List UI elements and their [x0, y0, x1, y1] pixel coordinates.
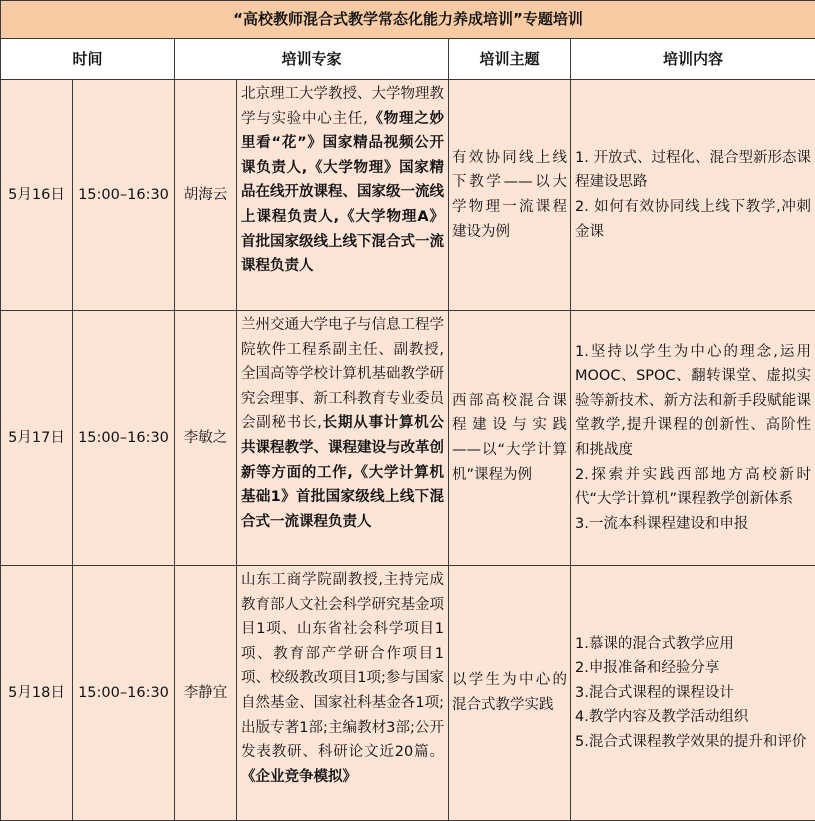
content-item: 2. 如何有效协同线上线下教学,冲刺金课 — [575, 195, 811, 244]
content-item: 2.申报准备和经验分享 — [575, 656, 811, 681]
training-theme: 有效协同线上线下教学——以大学物理一流课程建设为例 — [449, 80, 571, 311]
expert-bio-highlight: 《物理之妙里看“花”》国家精品视频公开课负责人,《大学物理》国家精品在线开放课程、国家级一流线上课程负责人,《大学物理A》首批国家级线上线下混合式一流课程负责人 — [241, 111, 444, 275]
expert-bio — [237, 80, 449, 311]
header-content: 培训内容 — [571, 39, 815, 80]
session-row — [1, 566, 815, 821]
expert-bio-text: 山东工商学院副教授,主持完成教育部人文社会科学研究基金项目1项、山东省社会科学项目1项、教育部产学研合作项目1项、校级教改项目1项;参与国家自然基金、国家社科基金各1项;出版专著1部;主编教材3部;公开发表教研、科研论文近20篇。 — [241, 572, 444, 760]
expert-bio-text: 北京理工大学教授、大学物理教学与实验中心主任, — [241, 86, 444, 127]
expert-bio-text: 兰州交通大学电子与信息工程学院软件工程系副主任、副教授,全国高等学校计算机基础教学研究会理事、新工科教育专业委员会副秘书长, — [241, 317, 444, 431]
header-theme: 培训主题 — [449, 39, 571, 80]
session-row — [1, 80, 815, 311]
content-item: 4.教学内容及教学活动组织 — [575, 705, 811, 730]
content-item: 3.混合式课程的课程设计 — [575, 681, 811, 706]
content-item: 5.混合式课程教学效果的提升和评价 — [575, 730, 811, 755]
session-date: 5月17日 — [1, 311, 73, 566]
content-item: 1.坚持以学生为中心的理念,运用MOOC、SPOC、翻转课堂、虚拟实验等新技术、新方法和新手段赋能课堂教学,提升课程的创新性、高阶性和挑战度 — [575, 340, 811, 463]
training-content — [571, 311, 815, 566]
session-date: 5月18日 — [1, 566, 73, 821]
expert-bio-highlight: 长期从事计算机公共课程教学、课程建设与改革创新等方面的工作,《大学计算机基础1》首批国家级线上线下混合式一流课程负责人 — [241, 415, 444, 529]
training-content — [571, 80, 815, 311]
training-theme: 西部高校混合课程建设与实践——以“大学计算机”课程为例 — [449, 311, 571, 566]
session-time: 15:00–16:30 — [73, 566, 175, 821]
expert-bio — [237, 566, 449, 821]
content-item: 1. 开放式、过程化、混合型新形态课程建设思路 — [575, 146, 811, 195]
expert-name: 李静宜 — [175, 566, 237, 821]
training-content — [571, 566, 815, 821]
header-expert: 培训专家 — [175, 39, 449, 80]
content-item: 1.慕课的混合式教学应用 — [575, 632, 811, 657]
training-theme: 以学生为中心的混合式教学实践 — [449, 566, 571, 821]
expert-name: 胡海云 — [175, 80, 237, 311]
session-time: 15:00–16:30 — [73, 311, 175, 566]
expert-bio-highlight: 《企业竞争模拟》 — [241, 769, 357, 785]
content-item: 3.一流本科课程建设和申报 — [575, 512, 811, 537]
header-row — [1, 39, 815, 80]
session-row — [1, 311, 815, 566]
document-title: “高校教师混合式教学常态化能力养成培训”专题培训 — [1, 1, 815, 39]
session-time: 15:00–16:30 — [73, 80, 175, 311]
content-item: 2.探索并实践西部地方高校新时代“大学计算机”课程教学创新体系 — [575, 463, 811, 512]
expert-bio — [237, 311, 449, 566]
session-date: 5月16日 — [1, 80, 73, 311]
expert-name: 李敏之 — [175, 311, 237, 566]
header-time: 时间 — [1, 39, 175, 80]
